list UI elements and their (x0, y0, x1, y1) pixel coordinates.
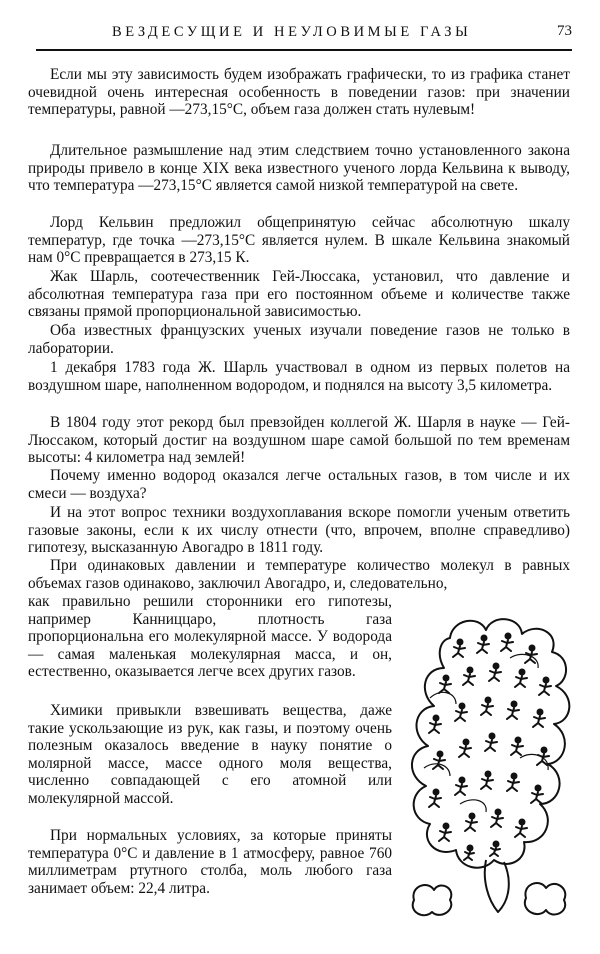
paragraph-1: Если мы эту зависимость будем изображать графически, то из графика станет очевидной очень интересная особенность в поведении газов: при значении температуры, равной —273,15°С, объем газа должен стать нулевым! (28, 66, 570, 119)
paragraph-10: При одинаковых давлении и температуре количество молекул в равных объемах газов одинаково, заключил Авогадро, и, следовательно, (28, 557, 570, 592)
paragraph-4: Жак Шарль, соотечественник Гей-Люссака, установил, что давление и абсолютная температура газа при его постоянном объеме и количестве также связаны прямой пропорциональной зависимостью. (28, 268, 570, 321)
paragraph-6: 1 декабря 1783 года Ж. Шарль участвовал в одном из первых полетов на воздушном шаре, наполненном водородом, и поднялся на высоту 3,5 километра. (28, 359, 570, 394)
running-header (36, 22, 572, 46)
paragraph-9: И на этот вопрос техники воздухоплавания вскоре помогли ученым ответить газовые законы, если к их числу отнести (что, впрочем, вполне справедливо) гипотезу, высказанную Авогадро в 1811 году. (28, 504, 570, 557)
paragraph-7: В 1804 году этот рекорд был превзойден коллегой Ж. Шарля в науке — Гей-Люссаком, который достиг на воздушном шаре самой большой по тем временам высоты: 4 километра над землей! (28, 414, 570, 467)
paragraph-8: Почему именно водород оказался легче остальных газов, в том числе и их смеси — воздуха? (28, 467, 570, 502)
paragraph-2: Длительное размышление над этим следствием точно установленного закона природы привело в конце XIX века известного ученого лорда Кельвина к выводу, что температура —273,15°С является самой низкой температурой на свете. (28, 142, 570, 195)
paragraph-10-continued: как правильно решили сторонники его гипотезы, например Канниццаро, плотность газа пропорциональна его молекулярной массе. У водорода — самая маленькая молекулярная масса, и он, естественно, оказывается легче всех других газов. (28, 593, 392, 681)
paragraph-5: Оба известных французских ученых изучали поведение газов не только в лаборатории. (28, 322, 570, 357)
paragraph-11: Химики привыкли взвешивать вещества, даже такие ускользающие из рук, как газы, и поэтому очень полезным оказалось введение в науку понятие о молярной массе, массе одного моля вещества, численно совпадающей с его атомной или молекулярной массой. (28, 702, 392, 807)
paragraph-3: Лорд Кельвин предложил общепринятую сейчас абсолютную шкалу температур, где точка —273,15°С является нулем. В шкале Кельвина знакомый нам 0°С превращается в 273,15 К. (28, 214, 570, 267)
gas-cloud-illustration (400, 608, 588, 928)
chapter-title: ВЕЗДЕСУЩИЕ И НЕУЛОВИМЫЕ ГАЗЫ (112, 24, 472, 40)
page-number: 73 (557, 23, 572, 39)
paragraph-12: При нормальных условиях, за которые приняты температура 0°С и давление в 1 атмосферу, равное 760 миллиметрам ртутного столба, моль любого газа занимает объем: 22,4 литра. (28, 827, 392, 897)
header-rule (36, 49, 572, 51)
